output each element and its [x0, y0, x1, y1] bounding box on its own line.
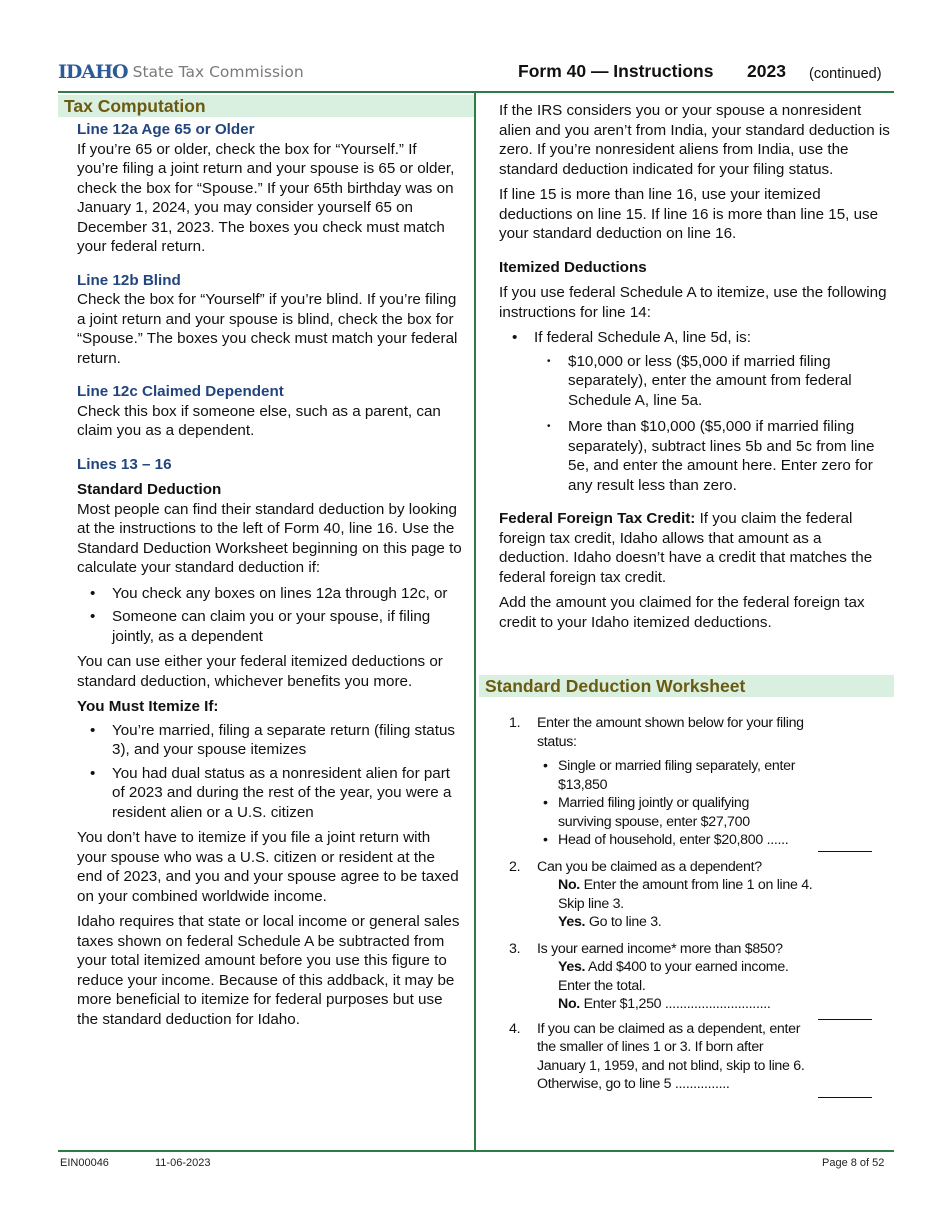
worksheet-line-4 — [499, 1020, 894, 1094]
page-header — [58, 62, 893, 92]
right-column — [499, 101, 894, 638]
worksheet-line-text: Enter the amount shown below for your filing status: — [537, 715, 804, 750]
line-2-yes-option — [537, 913, 824, 932]
lines-13-16-heading: Lines 13 – 16 — [77, 455, 172, 473]
line-15-16-text: If line 15 is more than line 16, use your itemized deductions on line 15. If line 16 is more than line 15, use your standard deduction on line 16. — [499, 186, 879, 242]
line-12b-heading: Line 12b Blind — [77, 271, 181, 289]
line-3-yes-option — [537, 958, 814, 995]
either-deduction-text: You can use either your federal itemized deductions or standard deduction, whichever benefits you more. — [77, 653, 443, 690]
list-item: • Single or married filing separately, enter $13,850 — [537, 757, 804, 794]
no-label: No. — [558, 877, 580, 893]
line-4-entry-blank[interactable] — [818, 1097, 872, 1098]
schedule-a-bullets — [499, 328, 894, 348]
filing-status-amounts — [537, 757, 804, 850]
yes-text: Add $400 to your earned income. Enter the total. — [558, 959, 789, 994]
worksheet-line-2 — [499, 858, 894, 932]
left-column — [77, 120, 462, 1035]
yes-label: Yes. — [558, 914, 586, 930]
worksheet-line-3 — [499, 940, 894, 1014]
standard-deduction-text: Most people can find their standard deduction by looking at the instructions to the left of Form 40, line 16. Use the Standard Deduction Worksheet beginning on this page to calculate your standard deduction if: — [77, 500, 462, 576]
line-12a-heading: Line 12a Age 65 or Older — [77, 121, 255, 138]
worksheet-line-text: Can you be claimed as a dependent? — [537, 858, 762, 875]
list-item: • You’re married, filing a separate return (filing status 3), and your spouse itemizes — [77, 721, 462, 760]
must-itemize-heading: You Must Itemize If: — [77, 698, 219, 715]
list-item: • If federal Schedule A, line 5d, is: — [499, 328, 894, 348]
foreign-tax-credit-label: Federal Foreign Tax Credit: — [499, 510, 696, 527]
revision-date: 11-06-2023 — [155, 1157, 211, 1169]
line-12b-text: Check the box for “Yourself” if you’re blind. If you’re filing a joint return and your spouse is blind, check the box for “Spouse.” The boxes you check must match your federal return. — [77, 291, 458, 367]
worksheet-heading: Standard Deduction Worksheet — [479, 675, 894, 697]
must-itemize-bullets — [77, 721, 462, 823]
form-title: Form 40 — Instructions — [518, 61, 714, 81]
add-foreign-tax-text: Add the amount you claimed for the federal foreign tax credit to your Idaho itemized deductions. — [499, 594, 865, 631]
line-12c-text: Check this box if someone else, such as a parent, can claim you as a dependent. — [77, 402, 441, 439]
dont-itemize-text: You don’t have to itemize if you file a joint return with your spouse who was a U.S. citizen or resident at the end of 2023, and you and your spouse agree to be taxed on your combined worldwide income. — [77, 829, 459, 905]
standard-deduction-worksheet — [499, 714, 894, 1100]
form-year: 2023 — [747, 61, 786, 81]
no-text: Enter $1,250 ............................. — [579, 996, 771, 1012]
yes-text: Go to line 3. — [585, 914, 662, 930]
idaho-tax-commission-logo — [58, 62, 304, 84]
foreign-tax-credit-text — [499, 509, 894, 587]
standard-deduction-bullets — [77, 584, 462, 647]
list-item: • Married filing jointly or qualifying surviving spouse, enter $27,700 — [537, 794, 804, 831]
no-text: Enter the amount from line 1 on line 4. Skip line 3. — [558, 877, 813, 912]
line-12a-text: If you’re 65 or older, check the box for “Yourself.” If you’re filing a joint return and your spouse is 65 or older, check the box for “Spouse.” If your 65th birthday was on January 1, 2024, you may consider yourself 65 on December 31, 2023. The boxes you check must match your federal return. — [77, 140, 455, 255]
no-label: No. — [558, 996, 580, 1012]
logo-mark: IDAHO — [58, 61, 128, 84]
logo-text: State Tax Commission — [132, 63, 304, 82]
schedule-a-sub-bullets — [534, 352, 894, 496]
list-item: • Head of household, enter $20,800 ...... — [537, 831, 804, 850]
worksheet-line-number: 4. — [509, 1020, 521, 1037]
list-item: • More than $10,000 ($5,000 if married filing separately), subtract lines 5b and 5c from line 5e, and enter the amount here. Enter zero for any result less than zero. — [534, 417, 894, 495]
irs-nonresident-text: If the IRS considers you or your spouse a nonresident alien and you aren’t from India, your standard deduction is zero. If you’re nonresident aliens from India, use the standard deduction indicated for your filing status. — [499, 102, 890, 178]
worksheet-line-number: 3. — [509, 940, 521, 957]
list-item: • You check any boxes on lines 12a through 12c, or — [77, 584, 462, 604]
itemized-deductions-heading: Itemized Deductions — [499, 258, 647, 276]
standard-deduction-heading: Standard Deduction — [77, 481, 222, 498]
worksheet-line-1 — [499, 714, 894, 850]
list-item: • $10,000 or less ($5,000 if married filing separately), enter the amount from federal Schedule A, line 5a. — [534, 352, 894, 411]
worksheet-line-text: Is your earned income* more than $850? — [537, 940, 783, 957]
list-item: • Someone can claim you or your spouse, if filing jointly, as a dependent — [77, 607, 462, 646]
line-3-no-option — [537, 995, 814, 1014]
footer-rule — [58, 1150, 894, 1152]
list-item: • You had dual status as a nonresident alien for part of 2023 and during the rest of the year, you were a resident alien or a U.S. citizen — [77, 764, 462, 823]
column-divider — [474, 92, 476, 1151]
page-number: Page 8 of 52 — [822, 1157, 885, 1169]
line-2-no-option — [537, 876, 824, 913]
header-rule — [58, 91, 894, 93]
yes-label: Yes. — [558, 959, 586, 975]
line-1-entry-blank[interactable] — [818, 851, 872, 852]
foreign-tax-credit-body: If you claim the federal foreign tax credit, Idaho allows that amount as a deduction. Idaho doesn’t have a credit that matches the federal foreign tax credit. — [499, 510, 873, 586]
worksheet-line-number: 2. — [509, 858, 521, 875]
form-code: EIN00046 — [60, 1157, 109, 1169]
tax-computation-heading: Tax Computation — [58, 95, 474, 117]
worksheet-line-number: 1. — [509, 715, 521, 731]
continued-label: (continued) — [809, 66, 882, 82]
idaho-addback-text: Idaho requires that state or local income or general sales taxes shown on federal Schedule A be subtracted from your total itemized amount before you use this figure to reduce your income. Because of this addback, it may be more beneficial to itemize for federal purposes but use the standard deduction for Idaho. — [77, 913, 460, 1028]
worksheet-line-text: If you can be claimed as a dependent, enter the smaller of lines 1 or 3. If born after January 1, 1959, and not blind, skip to line 6. Otherwise, go to line 5 ............... — [537, 1020, 805, 1092]
line-12c-heading: Line 12c Claimed Dependent — [77, 383, 284, 400]
itemized-deductions-text: If you use federal Schedule A to itemize, use the following instructions for line 14: — [499, 284, 887, 321]
